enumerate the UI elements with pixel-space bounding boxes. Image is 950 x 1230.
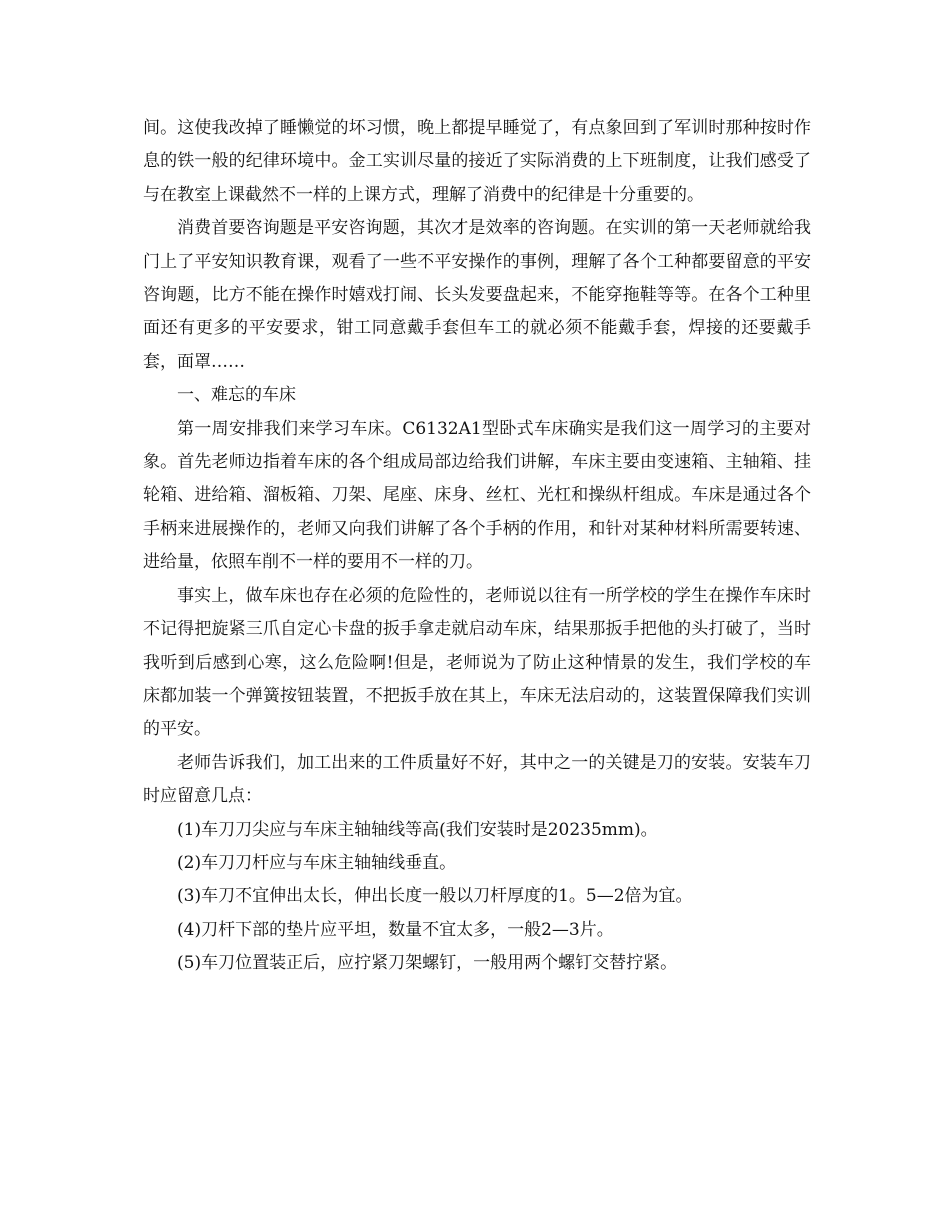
section-heading-lathe: 一、难忘的车床 <box>177 385 296 406</box>
paragraph-lathe-danger: 事实上，做车床也存在必须的危险性的，老师说以往有一所学校的学生在操作车床时不记得把旋紧三爪自定心卡盘的扳手拿走就启动车床，结果那扳手把他的头打破了，当时我听到后感到心寒，这么危险啊!但是，老师说为了防止这种情景的发生，我们学校的车床都加装一个弹簧按钮装置，不把扳手放在其上，车床无法启动的，这装置保障我们实训的平安。 <box>143 585 811 740</box>
document-body <box>143 112 811 981</box>
list-item-3: (3)车刀不宜伸出太长，伸出长度一般以刀杆厚度的1。5—2倍为宜。 <box>177 886 693 907</box>
paragraph-lathe-overview: 第一周安排我们来学习车床。C6132A1型卧式车床确实是我们这一周学习的主要对象。首先老师边指着车床的各个组成局部边给我们讲解，车床主要由变速箱、主轴箱、挂轮箱、进给箱、溜板箱、刀架、尾座、床身、丝杠、光杠和操纵杆组成。车床是通过各个手柄来进展操作的，老师又向我们讲解了各个手柄的作用，和针对某种材料所需要转速、进给量，依照车削不一样的要用不一样的刀。 <box>143 418 811 573</box>
list-item-2: (2)车刀刀杆应与车床主轴轴线垂直。 <box>177 852 457 873</box>
paragraph-safety: 消费首要咨询题是平安咨询题，其次才是效率的咨询题。在实训的第一天老师就给我门上了平安知识教育课，观看了一些不平安操作的事例，理解了各个工种都要留意的平安咨询题，比方不能在操作时嬉戏打闹、长头发要盘起来，不能穿拖鞋等等。在各个工种里面还有更多的平安要求，钳工同意戴手套但车工的就必须不能戴手套，焊接的还要戴手套，面罩…… <box>143 218 811 372</box>
paragraph-tool-installation: 老师告诉我们，加工出来的工件质量好不好，其中之一的关键是刀的安装。安装车刀时应留意几点： <box>143 752 811 807</box>
list-item-4: (4)刀杆下部的垫片应平坦，数量不宜太多，一般2—3片。 <box>177 919 614 940</box>
paragraph-intro-continuation: 间。这使我改掉了睡懒觉的坏习惯，晚上都提早睡觉了，有点象回到了军训时那种按时作息的铁一般的纪律环境中。金工实训尽量的接近了实际消费的上下班制度，让我们感受了与在教室上课截然不一样的上课方式，理解了消费中的纪律是十分重要的。 <box>143 118 811 205</box>
list-item-5: (5)车刀位置装正后，应拧紧刀架螺钉，一般用两个螺钉交替拧紧。 <box>177 953 678 974</box>
list-item-1: (1)车刀刀尖应与车床主轴轴线等高(我们安装时是20235mm)。 <box>177 819 658 840</box>
